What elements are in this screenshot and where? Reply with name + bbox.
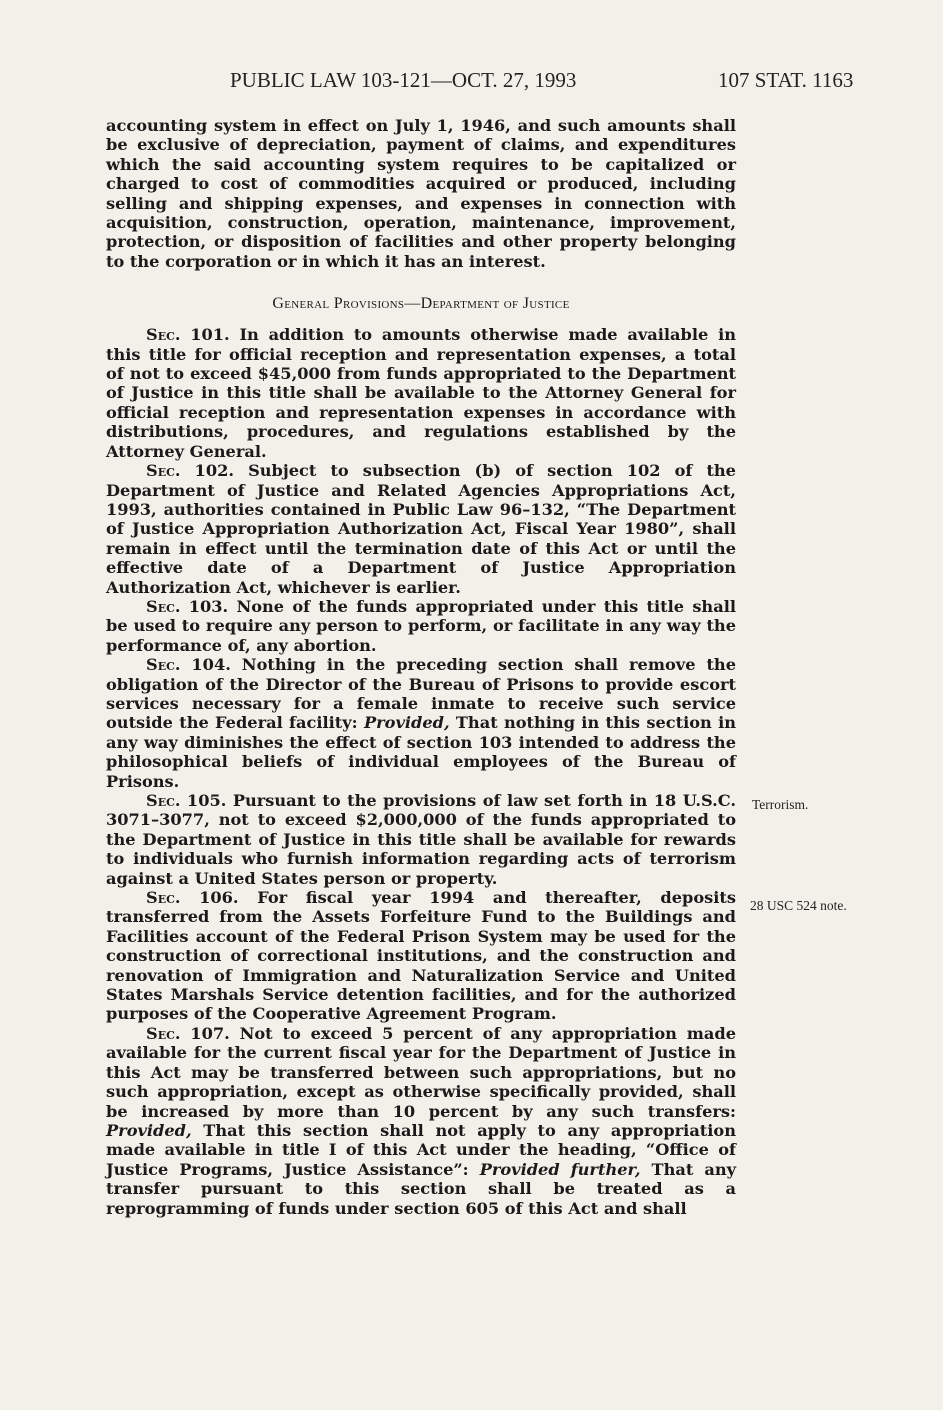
stat-page-number: 107 STAT. 1163 — [718, 68, 854, 92]
body-column — [106, 116, 736, 1218]
section-105 — [106, 791, 736, 888]
law-title: PUBLIC LAW 103-121—OCT. 27, 1993 — [230, 68, 577, 92]
section-label: Sec. 102. — [146, 461, 234, 481]
section-103 — [106, 597, 736, 655]
section-107 — [106, 1024, 736, 1218]
section-text: For fiscal year 1994 and thereafter, deposits transferred from the Assets Forfeiture Fund to the Buildings and Facilities account of the Federal Prison System may be used for the construction of correctional institutions, and the construction and renovation of Immigration and Naturalization Service and United States Marshals Service detention facilities, and for the authorized purposes of the Cooperative Agreement Program. — [106, 888, 736, 1024]
section-text: Pursuant to the provisions of law set forth in 18 U.S.C. 3071–3077, not to exceed $2,000,000 of the funds appropriated to the Department of Justice in this title shall be available for rewards to individuals who furnish information regarding acts of terrorism against a United States person or property. — [106, 791, 736, 888]
section-102 — [106, 461, 736, 597]
margin-note-usc: 28 USC 524 note. — [750, 898, 847, 913]
section-text: Not to exceed 5 percent of any appropriation made available for the current fiscal year for the Department of Justice in this Act may be transferred between such appropriations, but no such appropriation, except as otherwise specifically provided, shall be increased by more than 10 percent by any such transfers: — [106, 1023, 736, 1121]
section-label: Sec. 107. — [146, 1023, 230, 1043]
section-label: Sec. 103. — [146, 596, 229, 616]
section-106 — [106, 888, 736, 1024]
section-104 — [106, 655, 736, 791]
proviso-italic: Provided, — [363, 713, 450, 733]
section-text-cont: That this section shall not apply to any appropriation made available in title I of this Act under the heading, “Office of Justice Programs, Justice Assistance”: — [106, 1120, 736, 1179]
section-label: Sec. 101. — [146, 325, 230, 345]
section-text: In addition to amounts otherwise made available in this title for official reception and representation expenses, a total of not to exceed $45,000 from funds appropriated to the Department of Justice in this title shall be available to the Attorney General for official reception and representation expenses in accordance with distributions, procedures, and regulations established by the Attorney General. — [106, 325, 736, 461]
section-text: None of the funds appropriated under this title shall be used to require any person to perform, or facilitate in any way the performance of, any abortion. — [106, 596, 736, 655]
section-101 — [106, 325, 736, 461]
page-header — [0, 68, 943, 98]
section-text-cont: That nothing in this section in any way diminishes the effect of section 103 intended to address the philosophical beliefs of individual employees of the Bureau of Prisons. — [106, 713, 737, 791]
intro-paragraph: accounting system in effect on July 1, 1946, and such amounts shall be exclusive of depreciation, payment of claims, and expenditures which the said accounting system requires to be capitalized or charged to cost of commodities acquired or produced, including selling and shipping expenses, and expenses in connection with acquisition, construction, operation, maintenance, improvement, protection, or disposition of facilities and other property belonging to the corporation or in which it has an interest. — [106, 116, 736, 271]
section-text: Subject to subsection (b) of section 102 of the Department of Justice and Related Agencies Appropriations Act, 1993, authorities contained in Public Law 96–132, “The Department of Justice Appropriation Authorization Act, Fiscal Year 1980”, shall remain in effect until the termination date of this Act or until the effective date of a Department of Justice Appropriation Authorization Act, whichever is earlier. — [106, 461, 736, 597]
section-heading: General Provisions—Department of Justice — [272, 295, 570, 313]
proviso-italic: Provided, — [106, 1120, 192, 1140]
proviso-further-italic: Provided further, — [479, 1159, 641, 1179]
section-text-cont2: That any transfer pursuant to this section shall be treated as a reprogramming of funds under section 605 of this Act and shall — [106, 1159, 736, 1218]
section-text: Nothing in the preceding section shall remove the obligation of the Director of the Bureau of Prisons to provide escort services necessary for a female inmate to receive such service outside the Federal facility: — [106, 655, 736, 733]
section-label: Sec. 105. — [146, 791, 227, 810]
section-label: Sec. 106. — [146, 888, 239, 908]
section-label: Sec. 104. — [146, 655, 231, 675]
margin-note-terrorism: Terrorism. — [752, 797, 809, 812]
